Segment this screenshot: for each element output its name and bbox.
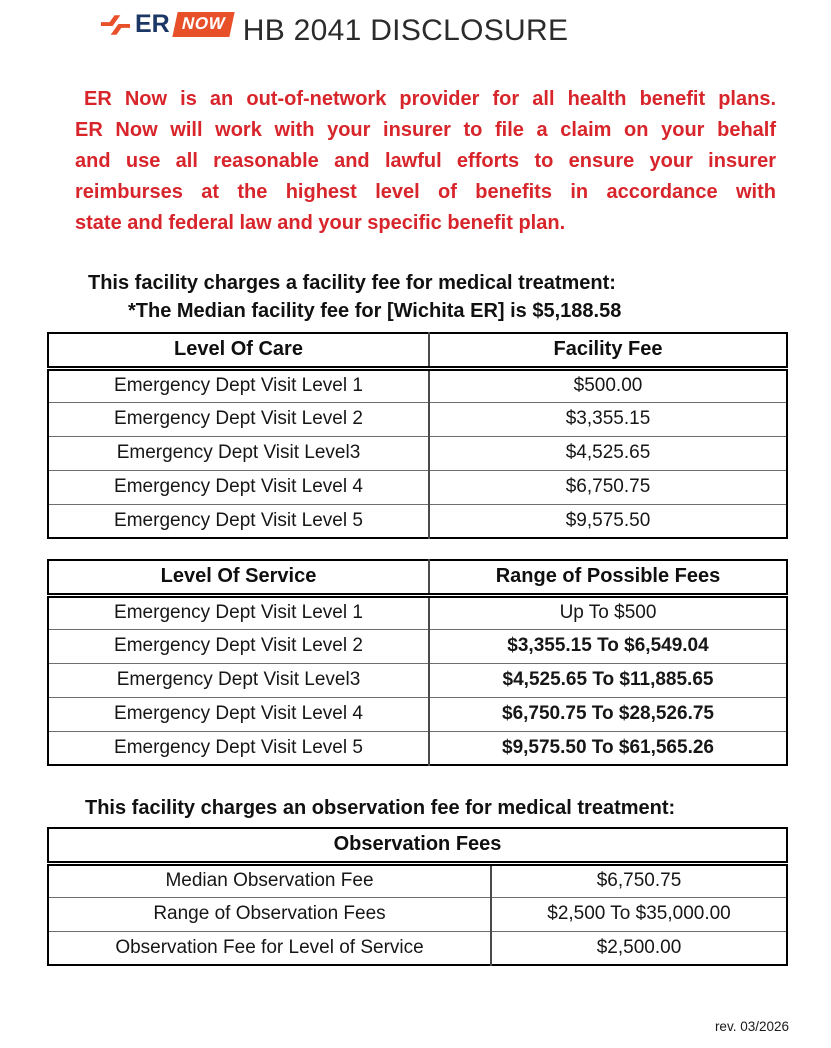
row-value-cell: $3,355.15: [429, 402, 787, 436]
row-label-cell: Emergency Dept Visit Level 5: [48, 504, 429, 538]
logo-now-text: NOW: [179, 14, 228, 33]
table-header-row: [48, 333, 787, 368]
observation-fees-header: Observation Fees: [48, 828, 787, 863]
facility-fee-heading: This facility charges a facility fee for medical treatment:: [88, 272, 616, 294]
logo-er-text: ER: [135, 10, 170, 38]
revision-note: rev. 03/2026: [714, 1019, 789, 1034]
row-label-cell: Emergency Dept Visit Level 4: [48, 470, 429, 504]
row-value-cell: $2,500 To $35,000.00: [491, 897, 787, 931]
intro-line: ER Now is an out-of-network provider for all health benefit plans.: [84, 88, 776, 110]
table-row: [48, 368, 787, 402]
row-value-cell: $3,355.15 To $6,549.04: [429, 629, 787, 663]
range-of-fees-header: Range of Possible Fees: [429, 560, 787, 595]
row-value-cell: $2,500.00: [491, 931, 787, 965]
table-row: [48, 470, 787, 504]
table-row: [48, 402, 787, 436]
table-header-row: [48, 560, 787, 595]
table-row: [48, 897, 787, 931]
row-label-cell: Emergency Dept Visit Level3: [48, 663, 429, 697]
row-label-cell: Emergency Dept Visit Level 1: [48, 595, 429, 629]
observation-fee-heading: This facility charges an observation fee for medical treatment:: [85, 797, 676, 819]
intro-line: and use all reasonable and lawful efforts to ensure your insurer: [75, 150, 776, 172]
level-of-care-header: Level Of Care: [48, 333, 429, 368]
row-value-cell: Up To $500: [429, 595, 787, 629]
row-value-cell: $6,750.75 To $28,526.75: [429, 697, 787, 731]
intro-line: reimburses at the highest level of benefits in accordance with: [75, 181, 776, 203]
table-row: [48, 731, 787, 765]
row-value-cell: $6,750.75: [491, 863, 787, 897]
row-value-cell: $9,575.50 To $61,565.26: [429, 731, 787, 765]
median-facility-fee-subheading: *The Median facility fee for [Wichita ER] is $5,188.58: [128, 300, 622, 322]
table-row: [48, 595, 787, 629]
row-label-cell: Emergency Dept Visit Level 1: [48, 368, 429, 402]
row-label-cell: Emergency Dept Visit Level3: [48, 436, 429, 470]
row-label-cell: Median Observation Fee: [48, 863, 491, 897]
observation-fees-table: [47, 827, 788, 966]
intro-paragraph: [75, 84, 776, 239]
table-header-row: [48, 828, 787, 863]
row-label-cell: Observation Fee for Level of Service: [48, 931, 491, 965]
facility-fee-table: [47, 332, 788, 539]
intro-line: state and federal law and your specific benefit plan.: [75, 212, 566, 234]
row-label-cell: Emergency Dept Visit Level 2: [48, 629, 429, 663]
row-value-cell: $9,575.50: [429, 504, 787, 538]
row-label-cell: Emergency Dept Visit Level 5: [48, 731, 429, 765]
intro-line: ER Now will work with your insurer to file a claim on your behalf: [75, 119, 776, 141]
table-row: [48, 697, 787, 731]
row-label-cell: Emergency Dept Visit Level 4: [48, 697, 429, 731]
table-row: [48, 629, 787, 663]
table-row: [48, 663, 787, 697]
page-title: HB 2041 DISCLOSURE: [242, 14, 569, 47]
table-row: [48, 931, 787, 965]
level-of-service-header: Level Of Service: [48, 560, 429, 595]
table-row: [48, 504, 787, 538]
row-value-cell: $4,525.65 To $11,885.65: [429, 663, 787, 697]
row-label-cell: Emergency Dept Visit Level 2: [48, 402, 429, 436]
row-value-cell: $500.00: [429, 368, 787, 402]
facility-fee-header: Facility Fee: [429, 333, 787, 368]
row-value-cell: $6,750.75: [429, 470, 787, 504]
table-row: [48, 436, 787, 470]
row-value-cell: $4,525.65: [429, 436, 787, 470]
row-label-cell: Range of Observation Fees: [48, 897, 491, 931]
service-fee-range-table: [47, 559, 788, 766]
table-row: [48, 863, 787, 897]
